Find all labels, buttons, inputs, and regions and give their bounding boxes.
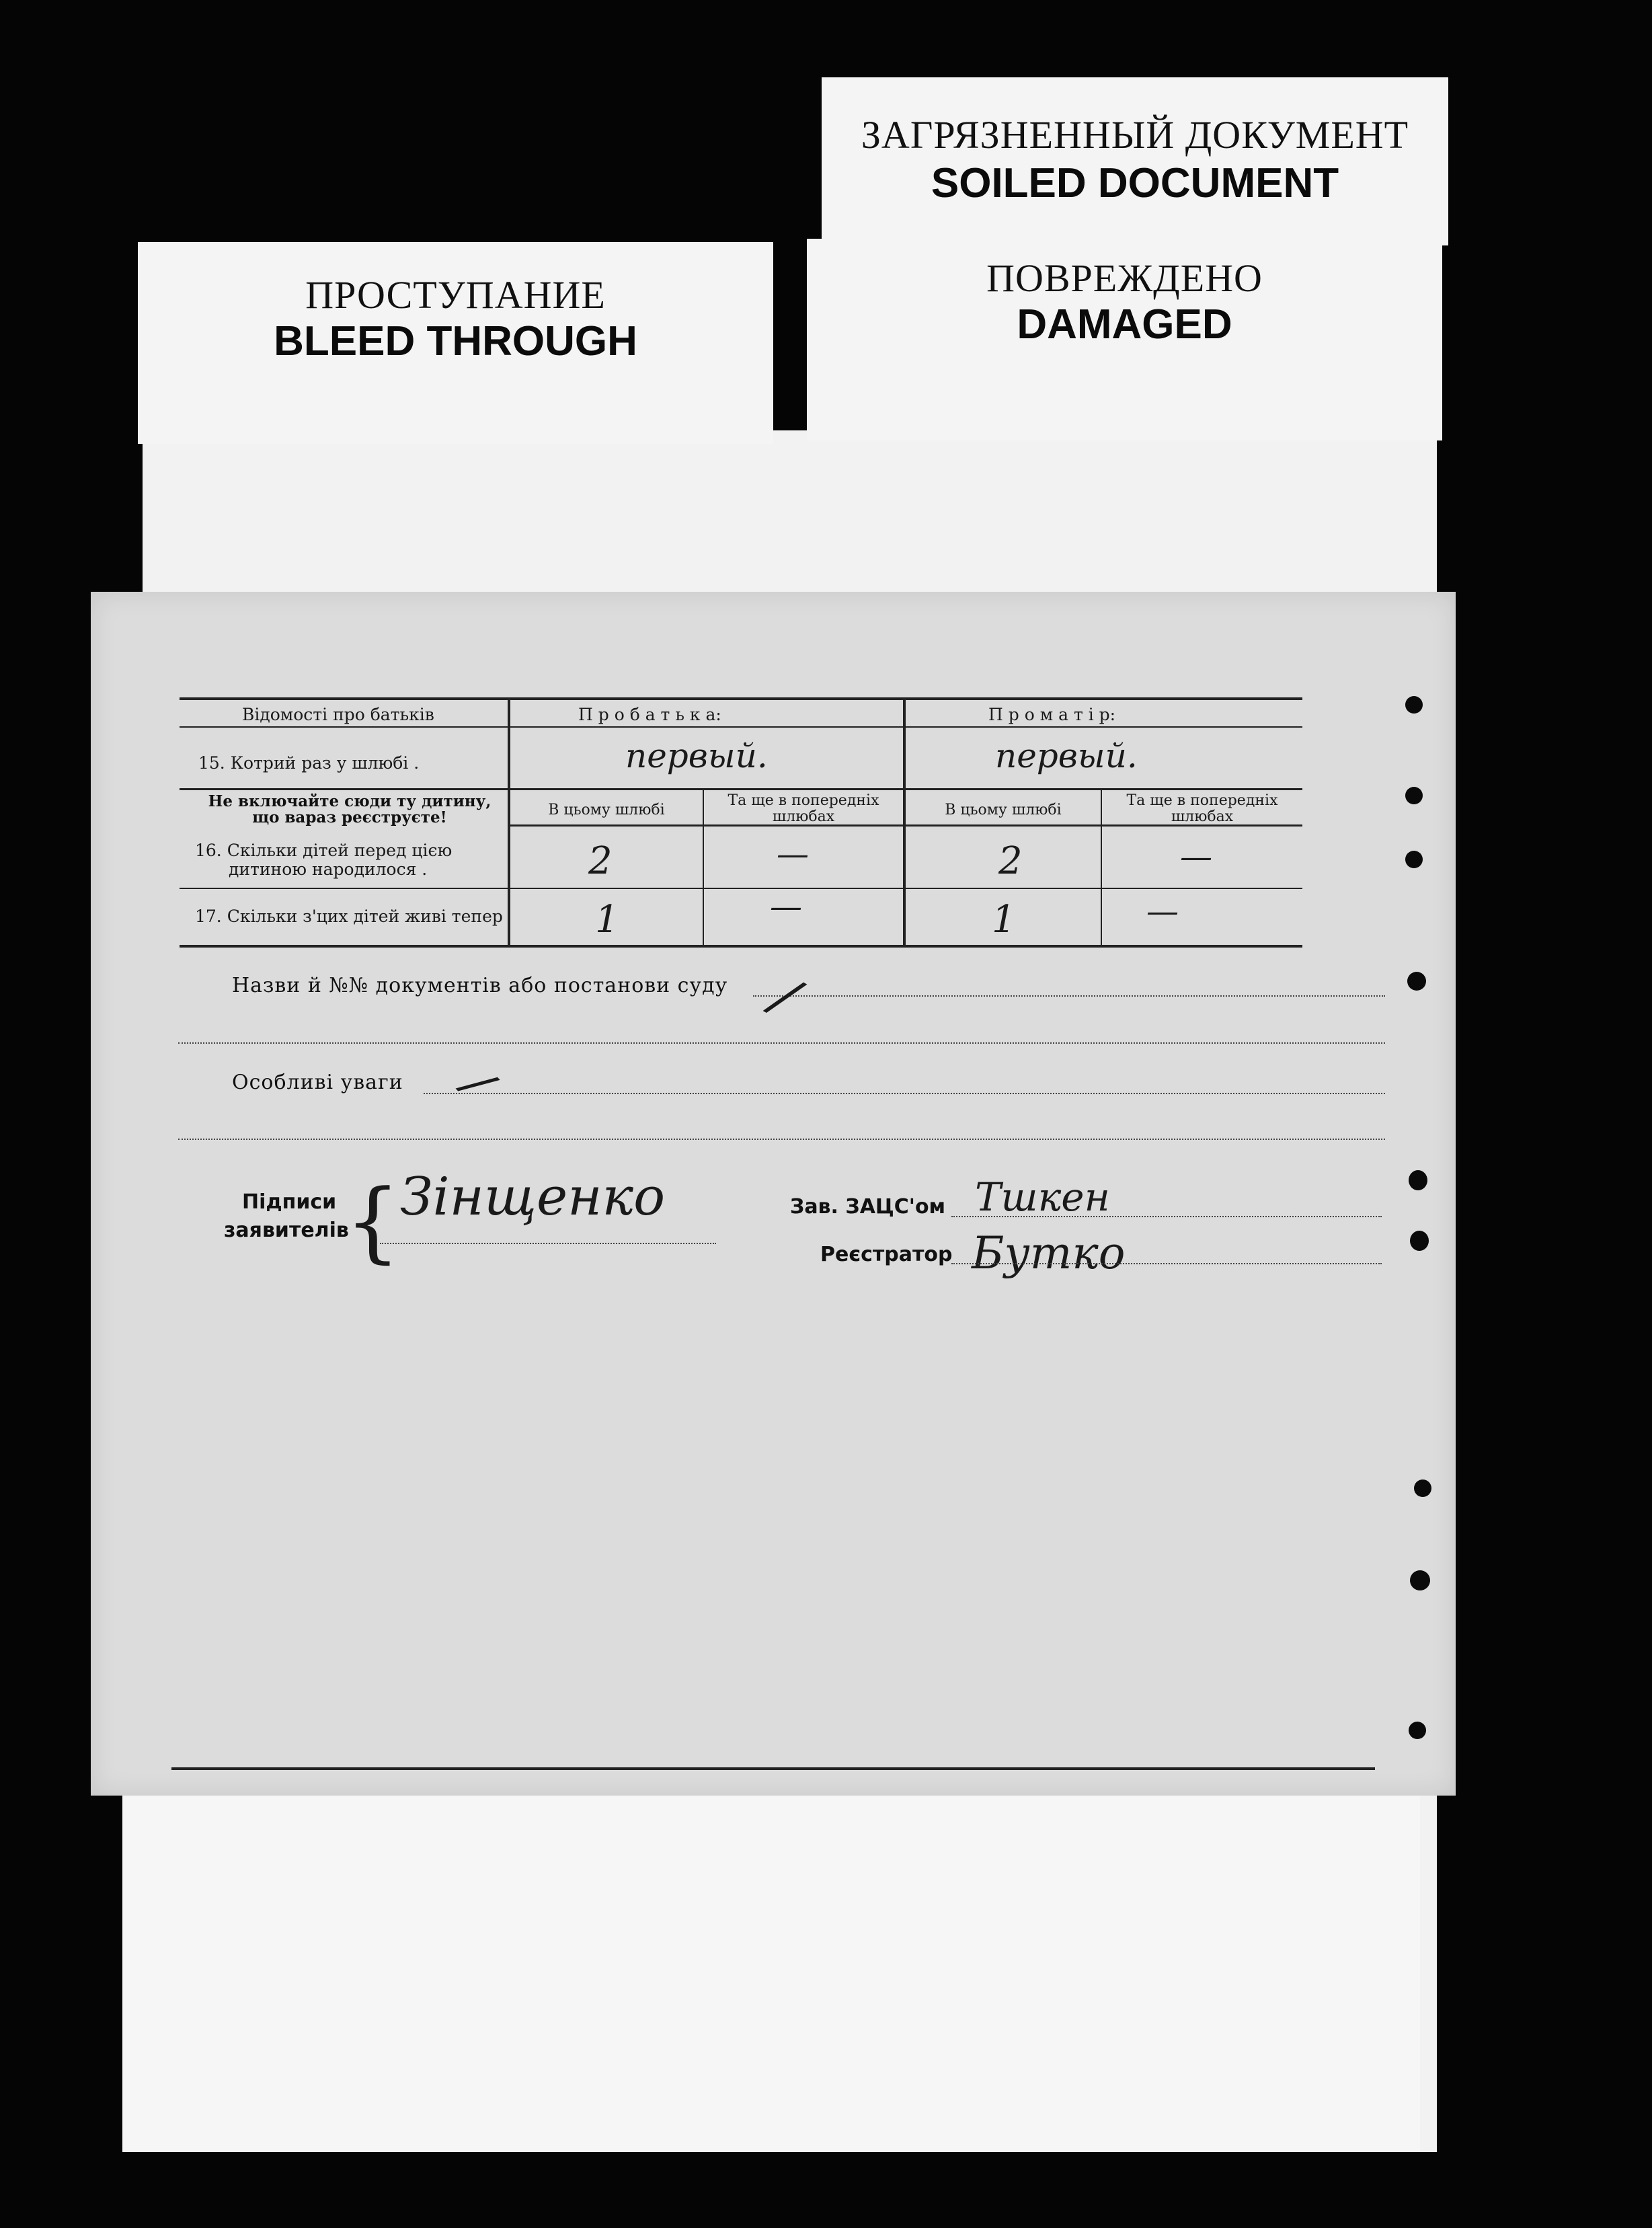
- header-about-father: П р о б а т ь к а:: [578, 705, 721, 724]
- head-of-registry-label: Зав. ЗАЦС'ом: [790, 1195, 946, 1219]
- damaged-slip-russian: ПОВРЕЖДЕНО: [986, 256, 1263, 300]
- mother-previous-header-line2: шлюбах: [1171, 808, 1234, 825]
- row16-label-line1: 16. Скільки дітей перед цією: [195, 841, 453, 860]
- head-of-registry-signature: Тшкен: [975, 1174, 1110, 1220]
- bleed-slip-english: BLEED THROUGH: [274, 318, 637, 364]
- table-col-divider-1: [508, 697, 510, 946]
- row16-father-this: 2: [588, 839, 613, 883]
- row16-mother-prev: —: [1180, 838, 1212, 876]
- applicant-signature: Зінщенко: [400, 1167, 666, 1227]
- row17-mother-prev: —: [1146, 892, 1179, 930]
- table-col-divider-3: [903, 697, 906, 946]
- registrar-signature: Бутко: [972, 1227, 1126, 1279]
- lower-sheet: [122, 1789, 1420, 2152]
- head-of-registry-line: [951, 1216, 1382, 1217]
- father-previous-header-line2: шлюбах: [772, 808, 835, 825]
- signature-bracket: {: [345, 1170, 401, 1272]
- father-previous-header-line1: Та ще в попередніх: [727, 792, 879, 809]
- binding-hole: [1405, 696, 1423, 714]
- row16-father-prev: —: [777, 835, 809, 873]
- remarks-dotted-line-2: [178, 1139, 1385, 1140]
- soiled-document-slip: [822, 77, 1448, 245]
- binding-hole: [1409, 1170, 1427, 1190]
- remarks-label: Особливі уваги: [232, 1071, 403, 1094]
- form-footer-rule: [171, 1767, 1375, 1770]
- bleed-through-slip: [138, 242, 773, 444]
- table-top-rule: [180, 697, 1302, 700]
- row15-father-value: первый.: [625, 736, 768, 775]
- exclusion-note-line1: Не включайте сюди ту дитину,: [208, 792, 491, 810]
- header-about-mother: П р о м а т і р:: [988, 705, 1116, 724]
- binding-hole: [1410, 1570, 1430, 1590]
- binding-hole: [1405, 787, 1423, 804]
- soiled-slip-russian: ЗАГРЯЗНЕННЫЙ ДОКУМЕНТ: [861, 113, 1409, 157]
- row17-father-this: 1: [595, 898, 619, 942]
- row15-label: 15. Котрий раз у шлюбі .: [198, 753, 420, 773]
- mother-previous-header-line1: Та ще в попередніх: [1126, 792, 1278, 809]
- table-row15-rule: [180, 788, 1302, 790]
- binding-hole: [1410, 1231, 1429, 1251]
- header-parents-info: Відомості про батьків: [242, 705, 434, 724]
- documents-value: /: [762, 964, 809, 1028]
- soiled-slip-english: SOILED DOCUMENT: [931, 160, 1339, 206]
- applicant-signature-line: [380, 1243, 716, 1244]
- mother-this-marriage-header: В цьому шлюбі: [945, 802, 1062, 818]
- bleed-slip-russian: ПРОСТУПАНИЕ: [305, 273, 606, 317]
- table-header-rule: [180, 726, 1302, 728]
- registration-form-card: [91, 592, 1456, 1796]
- exclusion-note-line2: що вараз реєструєте!: [252, 808, 447, 827]
- documents-dotted-line-2: [178, 1042, 1385, 1044]
- table-bottom-rule: [180, 945, 1302, 948]
- applicant-signatures-label-line1: Підписи: [242, 1190, 337, 1214]
- damaged-slip-english: DAMAGED: [1017, 301, 1232, 348]
- binding-hole: [1409, 1722, 1426, 1739]
- table-row16-rule: [180, 888, 1302, 889]
- registrar-label: Реєстратор: [820, 1243, 953, 1266]
- row16-label-line2: дитиною народилося .: [229, 859, 428, 879]
- applicant-signatures-label-line2: заявителів: [224, 1219, 349, 1242]
- damaged-slip: [807, 239, 1442, 440]
- binding-hole: [1407, 972, 1426, 991]
- row17-mother-this: 1: [992, 898, 1016, 942]
- row17-father-prev: —: [770, 888, 802, 925]
- remarks-value: /: [453, 1059, 505, 1108]
- binding-hole: [1414, 1480, 1431, 1497]
- registrar-line: [951, 1263, 1382, 1264]
- row16-mother-this: 2: [998, 839, 1023, 883]
- remarks-dotted-line: [424, 1093, 1385, 1094]
- row15-mother-value: первый.: [995, 736, 1138, 775]
- row17-label: 17. Скільки з'цих дітей живі тепер: [195, 907, 503, 926]
- father-this-marriage-header: В цьому шлюбі: [548, 802, 665, 818]
- documents-dotted-line: [753, 995, 1385, 997]
- binding-hole: [1405, 851, 1423, 868]
- documents-label: Назви й №№ документів або постанови суду: [232, 974, 728, 997]
